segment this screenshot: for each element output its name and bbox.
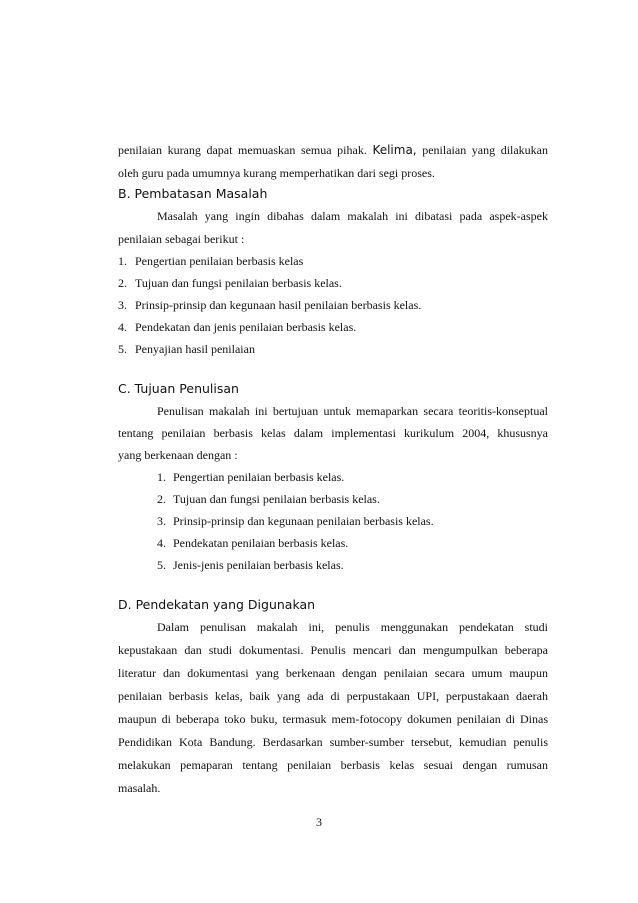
intro-text-a: penilaian kurang dapat memuaskan semua pihak. (118, 143, 367, 157)
list-item: 3. Prinsip-prinsip dan kegunaan hasil penilaian berbasis kelas. (118, 298, 422, 312)
section-c-para-line-1: Penulisan makalah ini bertujuan untuk memaparkan secara teoritis-konseptual (157, 404, 548, 418)
section-c-para-line-3: yang berkenaan dengan : (118, 448, 238, 462)
list-item: 4. Pendekatan penilaian berbasis kelas. (157, 536, 349, 550)
list-item: 2. Tujuan dan fungsi penilaian berbasis kelas. (118, 276, 342, 290)
intro-text-c: penilaian yang dilakukan (422, 143, 549, 157)
section-b-para-line-1: Masalah yang ingin dibahas dalam makalah ini dibatasi pada aspek-aspek (157, 209, 548, 223)
page-number: 3 (316, 815, 322, 829)
intro-text-b: Kelima, (372, 143, 417, 157)
list-item: 1. Pengertian penilaian berbasis kelas. (157, 470, 345, 484)
section-d-para-line: Dalam penulisan makalah ini, penulis menggunakan pendekatan studi (157, 620, 548, 634)
list-item: 3. Prinsip-prinsip dan kegunaan penilaian berbasis kelas. (157, 514, 434, 528)
section-d-para-line: Pendidikan Kota Bandung. Berdasarkan sumber-sumber tersebut, kemudian penulis (118, 735, 548, 749)
section-b-para-line-2: penilaian sebagai berikut : (118, 232, 245, 246)
list-item: 5. Jenis-jenis penilaian berbasis kelas. (157, 558, 344, 572)
section-c-para-line-2: tentang penilaian berbasis kelas dalam implementasi kurikulum 2004, khususnya (118, 426, 548, 440)
section-d-heading: D. Pendekatan yang Digunakan (118, 597, 316, 612)
section-d-para-line: penilaian berbasis kelas, baik yang ada di perpustakaan UPI, perpustakaan daerah (118, 689, 548, 703)
list-item: 5. Penyajian hasil penilaian (118, 342, 255, 356)
intro-line-2: oleh guru pada umumnya kurang memperhatikan dari segi proses. (118, 166, 435, 180)
list-item: 1. Pengertian penilaian berbasis kelas (118, 254, 304, 268)
list-item: 2. Tujuan dan fungsi penilaian berbasis kelas. (157, 492, 380, 506)
intro-line-1 (118, 142, 548, 158)
section-b-heading: B. Pembatasan Masalah (118, 186, 268, 201)
section-d-para-line: maupun di beberapa toko buku, termasuk mem-fotocopy dokumen penilaian di Dinas (118, 712, 548, 726)
list-item: 4. Pendekatan dan jenis penilaian berbasis kelas. (118, 320, 357, 334)
section-c-heading: C. Tujuan Penulisan (118, 381, 239, 396)
section-d-para-line: kepustakaan dan studi dokumentasi. Penulis mencari dan mengumpulkan beberapa (118, 643, 548, 657)
section-d-para-line: masalah. (118, 781, 161, 795)
section-d-para-line: literatur dan dokumentasi yang berkenaan dengan penilaian secara umum maupun (118, 666, 548, 680)
section-d-para-line: melakukan pemaparan tentang penilaian berbasis kelas sesuai dengan rumusan (118, 758, 548, 772)
